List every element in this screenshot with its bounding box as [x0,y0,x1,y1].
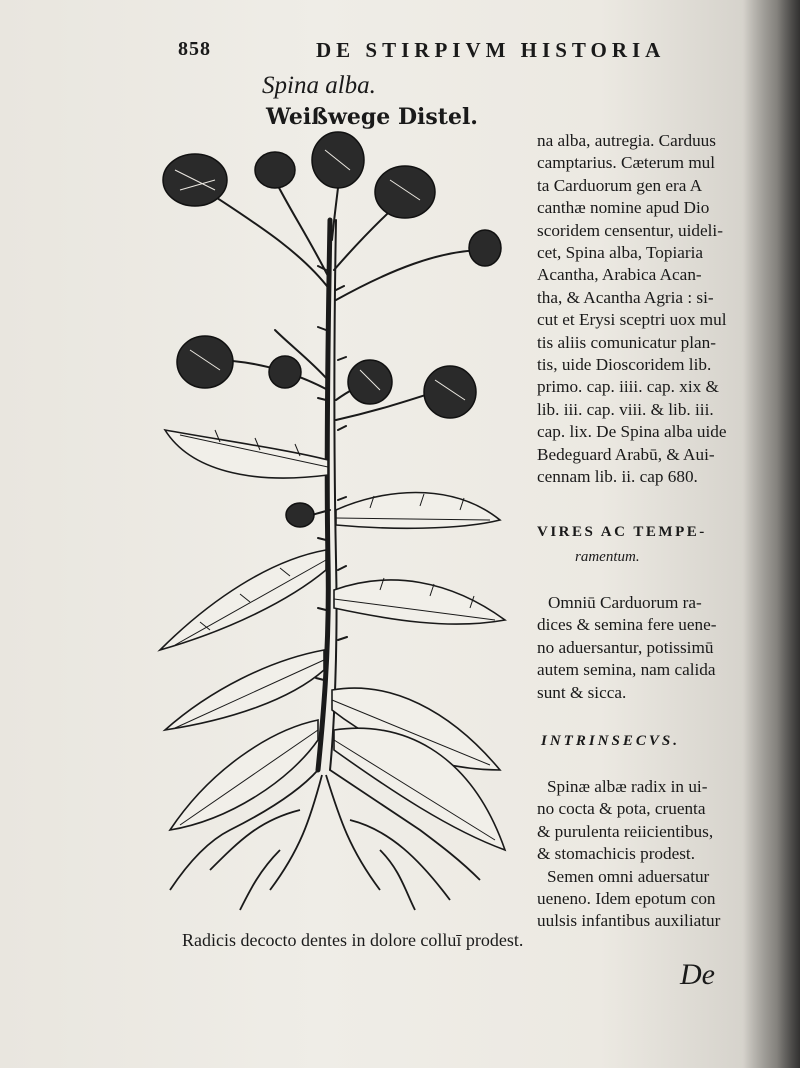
text-line: tha, & Acantha Agria : si- [537,287,714,307]
text-line: Omniū Carduorum ra- [548,593,702,612]
text-line: & purulenta reiicientibus, [537,821,714,841]
text-line: Acantha, Arabica Acan- [537,265,702,285]
text-line: uulsis infantibus auxiliatur [537,911,721,931]
text-line: autem semina, nam calida [537,660,716,680]
text-line: cut et Erysi sceptri uox mul [537,310,727,330]
text-line: camptarius. Cæterum mul [537,153,716,173]
text-line: dices & semina fere uene- [537,615,717,635]
text-line: ta Carduorum gen era A [537,175,703,195]
text-line: tis, uide Dioscoridem lib. [537,355,712,375]
text-line: primo. cap. iiii. cap. xix & [537,377,719,397]
text-line: lib. iii. cap. viii. & lib. iii. [537,399,714,419]
text-line: ueneno. Idem epotum con [537,889,716,909]
text-line: Semen omni aduersatur [547,866,710,886]
text-line: Bedeguard Arabū, & Aui- [537,444,715,464]
text-line: cet, Spina alba, Topiaria [537,243,703,263]
running-title: DE STIRPIVM HISTORIA [316,38,666,62]
thistle-woodcut-illustration [150,130,520,930]
text-line: tis aliis comunicatur plan- [537,332,716,352]
plant-german-title: Weißwege Distel. [266,104,478,130]
section-heading-vires-cont: ramentum. [575,549,640,565]
text-line: cennam lib. ii. cap 680. [537,467,698,487]
page-number: 858 [178,38,211,60]
illustration-caption: Radicis decocto dentes in dolore colluī prodest. [182,930,524,950]
section-heading-intrinsecus: INTRINSECVS. [541,733,680,749]
text-line: no aduersantur, potissimū [537,637,714,657]
text-line: no cocta & pota, cruenta [537,799,706,819]
text-line: & stomachicis prodest. [537,844,696,864]
section-vires-text [537,592,717,704]
text-line: Spinæ albæ radix in ui- [547,777,708,796]
catchword: De [680,958,715,991]
section-heading-vires: VIRES AC TEMPE- [537,524,707,540]
text-line: scoridem censentur, uideli- [537,220,723,240]
text-line: sunt & sicca. [537,682,627,702]
plant-latin-title: Spina alba. [262,72,376,99]
text-line: na alba, autregia. Carduus [537,131,716,150]
text-line: canthæ nomine apud Dio [537,198,710,218]
text-line: cap. lix. De Spina alba uide [537,422,727,442]
column-text [537,130,727,489]
section-intrinsecus-text [537,776,720,933]
page-edge-shadow [742,0,800,1068]
